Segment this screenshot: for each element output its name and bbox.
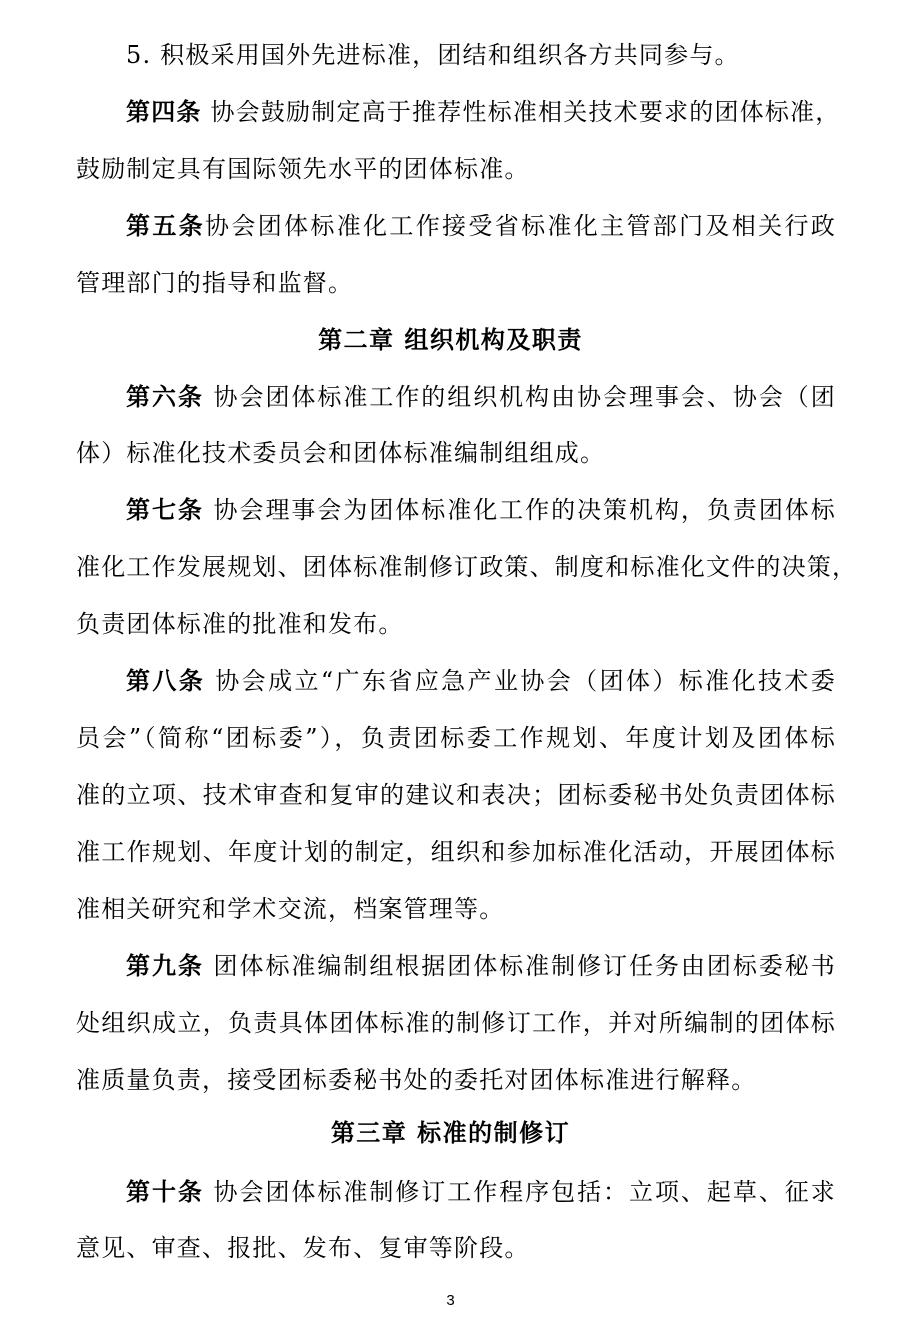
article-10-line-1	[126, 1177, 836, 1207]
paragraph-line: 鼓励制定具有国际领先水平的团体标准。	[76, 155, 530, 183]
paragraph-line: 准的立项、技术审查和复审的建议和表决；团标委秘书处负责团体标	[76, 781, 836, 809]
paragraph-item-5	[126, 40, 836, 70]
paragraph-line: 协会理事会为团体标准化工作的决策机构，负责团体标	[213, 496, 836, 524]
article-number: 第九条	[126, 951, 204, 980]
paragraph-line: 管理部门的指导和监督。	[76, 269, 354, 297]
paragraph-line: 5. 积极采用国外先进标准，团结和组织各方共同参与。	[126, 41, 740, 69]
article-10-line-2	[76, 1233, 836, 1263]
article-6-line-1	[126, 382, 836, 412]
article-6-line-2	[76, 438, 836, 468]
paragraph-line: 体）标准化技术委员会和团体标准编制组组成。	[76, 439, 606, 467]
paragraph-line: 协会团体标准工作的组织机构由协会理事会、协会（团	[213, 383, 836, 411]
chapter-title: 第三章 标准的制修订	[330, 1118, 571, 1147]
article-number: 第七条	[126, 495, 204, 524]
paragraph-line: 协会成立“广东省应急产业协会（团体）标准化技术委	[215, 667, 836, 695]
paragraph-line: 准化工作发展规划、团体标准制修订政策、制度和标准化文件的决策，	[76, 553, 858, 581]
paragraph-line: 准质量负责，接受团标委秘书处的委托对团体标准进行解释。	[76, 1066, 757, 1094]
paragraph-line: 负责团体标准的批准和发布。	[76, 610, 404, 638]
article-7-line-3	[76, 609, 836, 639]
article-7-line-2	[76, 552, 858, 582]
article-4-line-2	[76, 154, 836, 184]
chapter-title: 第二章 组织机构及职责	[318, 325, 583, 354]
article-8-line-5	[76, 894, 836, 924]
article-8-line-4	[76, 837, 836, 867]
article-8-line-2	[76, 723, 836, 753]
article-number: 第六条	[126, 382, 204, 411]
paragraph-line: 团体标准编制组根据团体标准制修订任务由团标委秘书	[213, 952, 836, 980]
article-7-line-1	[126, 495, 836, 525]
page-number: 3	[446, 1292, 455, 1309]
article-9-line-1	[126, 951, 836, 981]
article-number: 第八条	[126, 666, 206, 695]
paragraph-line: 协会团体标准化工作接受省标准化主管部门及相关行政	[205, 212, 836, 240]
article-8-line-1	[126, 666, 836, 696]
paragraph-line: 协会团体标准制修订工作程序包括：立项、起草、征求	[213, 1178, 836, 1206]
paragraph-line: 处组织成立，负责具体团体标准的制修订工作，并对所编制的团体标	[76, 1009, 836, 1037]
article-9-line-3	[76, 1065, 836, 1095]
article-5-line-2	[76, 268, 836, 298]
article-number: 第四条	[126, 97, 202, 126]
paragraph-line: 准工作规划、年度计划的制定，组织和参加标准化活动，开展团体标	[76, 838, 836, 866]
article-5-line-1	[126, 211, 836, 241]
paragraph-line: 协会鼓励制定高于推荐性标准相关技术要求的团体标准，	[210, 98, 841, 126]
article-4-line-1	[126, 97, 841, 127]
article-number: 第五条	[126, 211, 206, 240]
article-9-line-2	[76, 1008, 836, 1038]
paragraph-line: 员会”（简称“团标委”），负责团标委工作规划、年度计划及团体标	[76, 724, 836, 752]
article-8-line-3	[76, 780, 836, 810]
paragraph-line: 意见、审查、报批、发布、复审等阶段。	[76, 1234, 530, 1262]
article-number: 第十条	[126, 1177, 204, 1206]
paragraph-line: 准相关研究和学术交流，档案管理等。	[76, 895, 505, 923]
